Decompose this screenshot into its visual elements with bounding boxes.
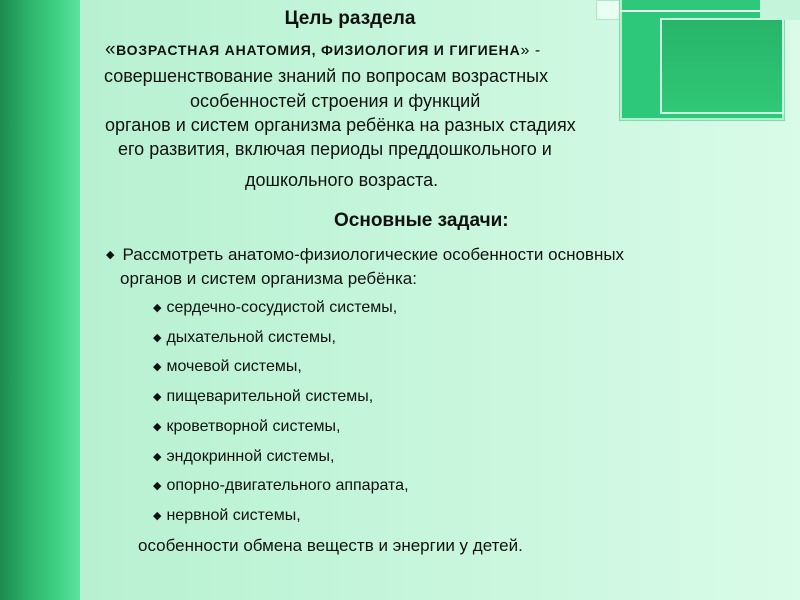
goal-title: Цель раздела xyxy=(284,8,416,29)
diamond-bullet-icon: ◆ xyxy=(153,421,162,433)
diamond-bullet-icon: ◆ xyxy=(153,302,162,314)
list-item xyxy=(153,448,334,466)
diamond-bullet-icon: ◆ xyxy=(153,451,162,463)
goal-line: его развития, включая периоды преддошкольного и xyxy=(118,139,552,159)
section-name-line xyxy=(105,39,541,61)
diamond-bullet-icon: ◆ xyxy=(153,510,162,522)
list-item xyxy=(153,358,302,376)
section-name: ВОЗРАСТНАЯ АНАТОМИЯ, ФИЗИОЛОГИЯ И ГИГИЕНА xyxy=(116,42,521,58)
quote-open: « xyxy=(105,39,117,60)
goal-line: дошкольного возраста. xyxy=(245,170,439,190)
list-item xyxy=(153,388,373,406)
list-item-label: нервной системы, xyxy=(166,507,301,524)
diamond-bullet-icon: ◆ xyxy=(106,249,115,261)
list-item-label: дыхательной системы, xyxy=(166,329,336,346)
tasks-closing-line: особенности обмена веществ и энергии у детей. xyxy=(138,536,523,555)
list-item xyxy=(153,477,409,495)
quote-close: » - xyxy=(520,42,541,59)
diamond-bullet-icon: ◆ xyxy=(153,480,162,492)
goal-line: совершенствование знаний по вопросам возрастных xyxy=(104,66,549,86)
diamond-bullet-icon: ◆ xyxy=(153,332,162,344)
list-item-label: опорно-двигательного аппарата, xyxy=(166,477,409,494)
list-item xyxy=(153,418,340,436)
list-item xyxy=(153,329,336,347)
corner-decoration-inner xyxy=(660,18,784,114)
tasks-intro-line xyxy=(106,245,624,265)
list-item xyxy=(153,507,301,525)
diamond-bullet-icon: ◆ xyxy=(153,361,162,373)
list-item-label: пищеварительной системы, xyxy=(166,388,374,405)
diamond-bullet-icon: ◆ xyxy=(153,391,162,403)
tasks-intro-text: Рассмотреть анатомо-физиологические особенности основных xyxy=(122,245,625,264)
left-decorative-band xyxy=(0,0,80,600)
list-item-label: эндокринной системы, xyxy=(166,448,335,465)
goal-line: органов и систем организма ребёнка на разных стадиях xyxy=(105,115,576,135)
goal-line: особенностей строения и функций xyxy=(190,91,481,111)
corner-decoration-notch xyxy=(760,0,800,20)
tasks-intro-line: органов и систем организма ребёнка: xyxy=(120,269,417,288)
list-item-label: мочевой системы, xyxy=(166,358,302,375)
list-item xyxy=(153,299,397,317)
tasks-heading: Основные задачи: xyxy=(334,210,509,231)
list-item-label: кроветворной системы, xyxy=(166,418,341,435)
list-item-label: сердечно-сосудистой системы, xyxy=(166,299,398,316)
